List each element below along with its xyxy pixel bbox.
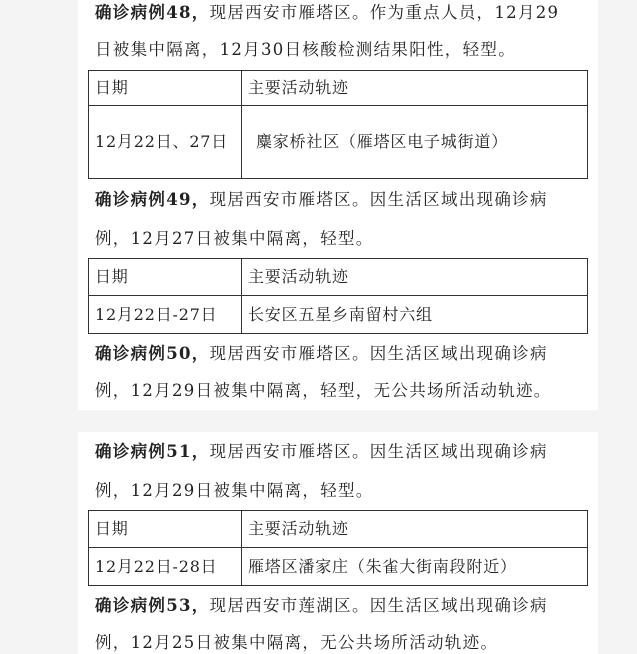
case-51-line-2: 例，12月29日被集中隔离，轻型。 xyxy=(95,481,374,500)
header-date: 日期 xyxy=(89,71,242,106)
document-page-1 xyxy=(78,0,598,410)
row-track: 雁塔区潘家庄（朱雀大街南段附近） xyxy=(242,548,588,586)
case-51-table xyxy=(88,510,588,586)
case-48-line-2: 日被集中隔离，12月30日核酸检测结果阳性，轻型。 xyxy=(95,40,516,59)
case-53-line-2: 例，12月25日被集中隔离，无公共场所活动轨迹。 xyxy=(95,633,499,652)
table-row xyxy=(89,296,588,334)
case-53-line-1: 确诊病例53，现居西安市莲湖区。因生活区域出现确诊病 xyxy=(95,596,548,615)
header-track: 主要活动轨迹 xyxy=(242,71,588,106)
case-48-table xyxy=(88,70,588,179)
row-track: 麋家桥社区（雁塔区电子城街道） xyxy=(242,106,588,179)
case-49-table xyxy=(88,258,588,334)
row-track: 长安区五星乡南留村六组 xyxy=(242,296,588,334)
row-date: 12月22日-27日 xyxy=(89,296,242,334)
row-date: 12月22日、27日 xyxy=(89,106,242,179)
header-date: 日期 xyxy=(89,511,242,548)
table-row xyxy=(89,548,588,586)
table-header-row xyxy=(89,259,588,296)
table-header-row xyxy=(89,511,588,548)
case-50-line-2: 例，12月29日被集中隔离，轻型，无公共场所活动轨迹。 xyxy=(95,381,552,400)
case-51-label: 确诊病例51， xyxy=(95,442,210,461)
case-49-label: 确诊病例49， xyxy=(95,190,210,209)
table-header-row xyxy=(89,71,588,106)
row-date: 12月22日-28日 xyxy=(89,548,242,586)
case-51-line-1: 确诊病例51，现居西安市雁塔区。因生活区域出现确诊病 xyxy=(95,442,548,461)
case-53-label: 确诊病例53， xyxy=(95,596,210,615)
header-track: 主要活动轨迹 xyxy=(242,511,588,548)
case-49-line-2: 例，12月27日被集中隔离，轻型。 xyxy=(95,229,374,248)
case-49-line-1: 确诊病例49，现居西安市雁塔区。因生活区域出现确诊病 xyxy=(95,190,548,209)
header-track: 主要活动轨迹 xyxy=(242,259,588,296)
table-row xyxy=(89,106,588,179)
case-48-label: 确诊病例48， xyxy=(95,3,210,22)
case-50-label: 确诊病例50， xyxy=(95,344,210,363)
case-50-line-1: 确诊病例50，现居西安市雁塔区。因生活区域出现确诊病 xyxy=(95,344,548,363)
header-date: 日期 xyxy=(89,259,242,296)
case-48-line-1: 确诊病例48，现居西安市雁塔区。作为重点人员，12月29 xyxy=(95,3,560,22)
document-page-2 xyxy=(78,432,598,654)
